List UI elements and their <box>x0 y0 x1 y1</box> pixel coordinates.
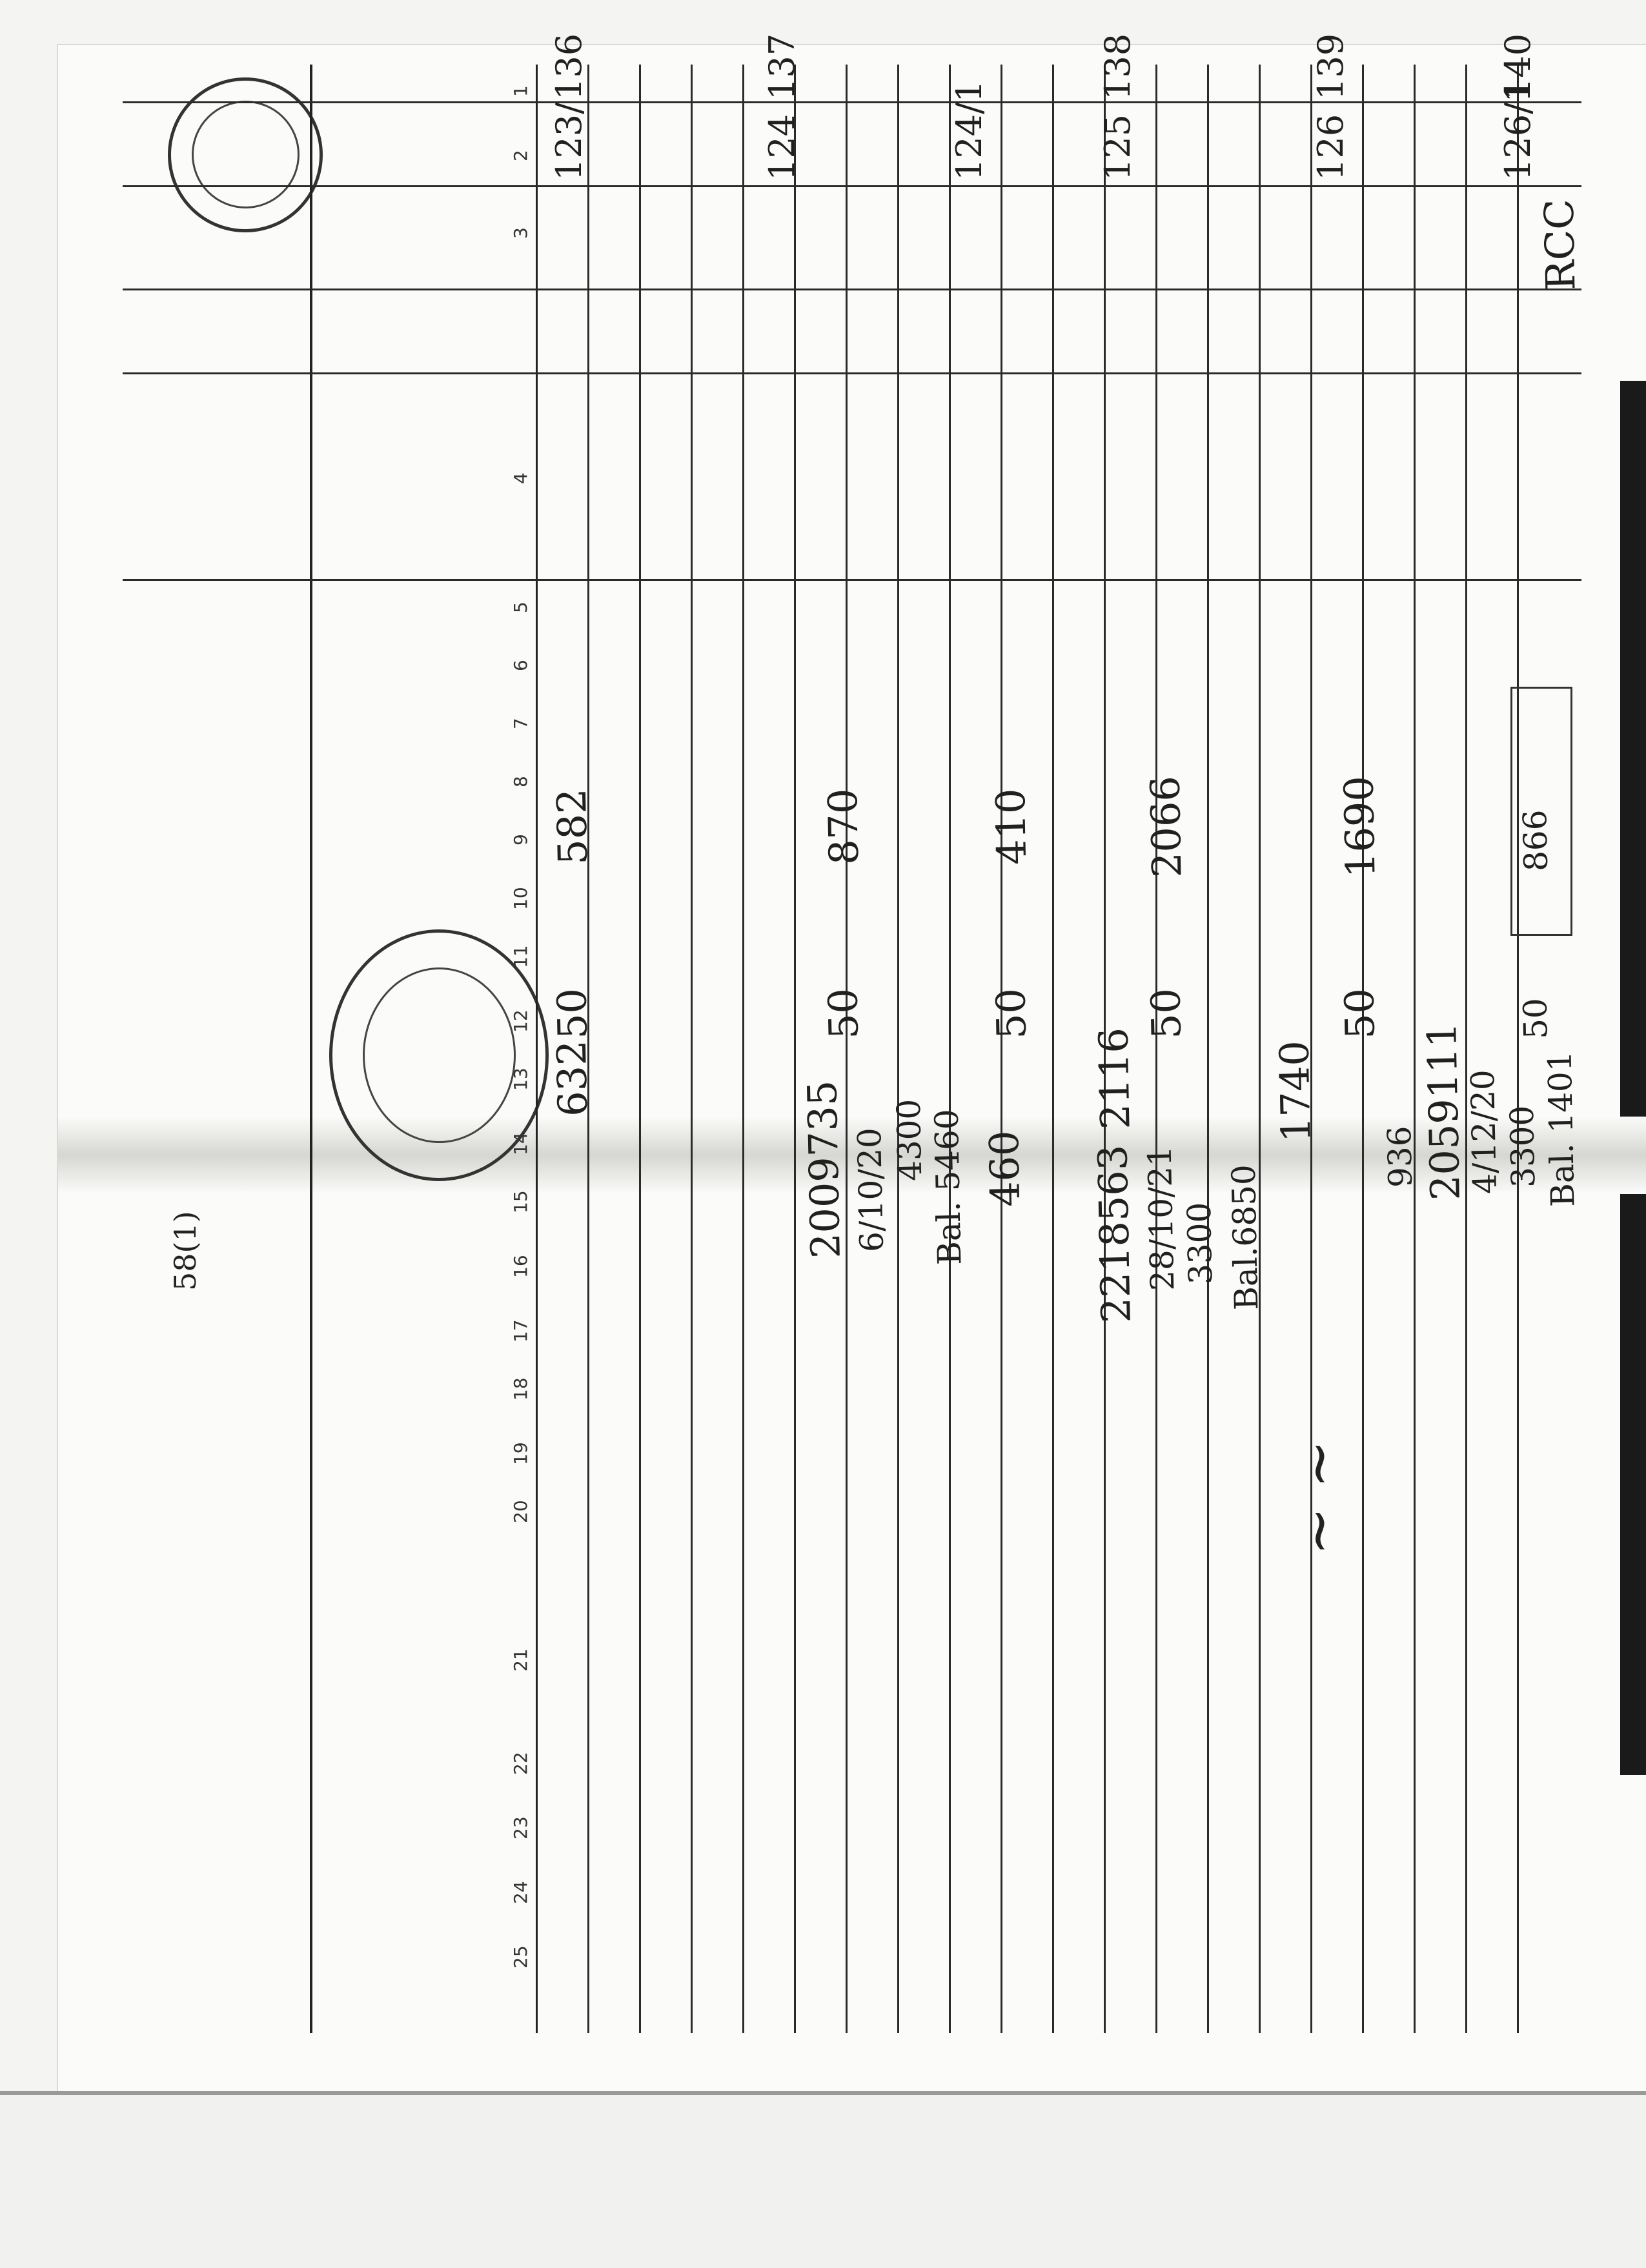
receipt-amount: 4300 <box>889 1099 930 1182</box>
row-survey-no: 124/1 <box>949 80 990 181</box>
col-num-14: 14 <box>510 1132 531 1155</box>
row-value-col9: 410 <box>986 787 1036 866</box>
col-num-2: 2 <box>510 150 531 161</box>
row-line <box>897 65 899 2033</box>
next-page-edge <box>0 2091 1646 2268</box>
rotated-ledger-table <box>123 33 1585 2033</box>
col-num-18: 18 <box>510 1377 531 1401</box>
row-description-3: RCC <box>1535 198 1585 291</box>
row-value-col12: 50 <box>548 987 596 1040</box>
row-value-col13: 632 <box>547 1039 597 1117</box>
row-serial: 137 <box>762 33 802 100</box>
col-num-13: 13 <box>510 1068 531 1091</box>
row-survey-no: 126/1 <box>1498 80 1538 181</box>
bottom-rect-stamp <box>1510 687 1572 936</box>
signature: ~ ~ <box>1285 1439 1352 1555</box>
row-serial: 138 <box>1097 33 1138 100</box>
row-serial: 140 <box>1498 33 1538 100</box>
col-num-7: 7 <box>510 718 531 729</box>
col-num-8: 8 <box>510 776 531 787</box>
receipt-balance: Bal. 5460 <box>928 1108 969 1266</box>
row-line <box>1052 65 1054 2033</box>
row-value-col12: 50 <box>1142 987 1190 1040</box>
row-survey-no: 126 <box>1310 114 1351 181</box>
row-line <box>691 65 693 2033</box>
row-value-col13: 460 <box>980 1129 1030 1208</box>
col-num-4: 4 <box>510 472 531 484</box>
row-serial: 139 <box>1310 33 1351 100</box>
row-line <box>1259 65 1261 2033</box>
row-value-col12: 50 <box>1516 997 1555 1040</box>
col-num-12: 12 <box>510 1009 531 1033</box>
col-num-21: 21 <box>510 1648 531 1672</box>
col-num-15: 15 <box>510 1190 531 1213</box>
receipt-date: 4/12/20 <box>1463 1069 1505 1195</box>
row-value-col9: 2066 <box>1141 775 1191 878</box>
row-line <box>639 65 641 2033</box>
row-line <box>1362 65 1364 2033</box>
col-num-3: 3 <box>510 227 531 239</box>
receipt-balance: Bal. 1401 <box>1541 1050 1582 1208</box>
col-num-25: 25 <box>510 1945 531 1969</box>
col-num-6: 6 <box>510 660 531 671</box>
row-value-col9: 866 <box>1516 809 1555 872</box>
header-top-border <box>310 65 312 2033</box>
row-line <box>1517 65 1519 2033</box>
col-num-10: 10 <box>510 887 531 910</box>
receipt-number-a: 2116 <box>1090 1027 1139 1130</box>
form-number: 58(1) <box>168 1211 203 1291</box>
col-num-24: 24 <box>510 1881 531 1904</box>
row-value-col9: 1690 <box>1335 775 1385 878</box>
col-num-5: 5 <box>510 602 531 613</box>
row-value-col12: 50 <box>987 987 1035 1040</box>
row-survey-no: 125 <box>1097 114 1138 181</box>
col-num-16: 16 <box>510 1255 531 1278</box>
row-line <box>1155 65 1157 2033</box>
receipt-amount: 3300 <box>1180 1202 1220 1285</box>
row-value-col12: 50 <box>1336 987 1384 1040</box>
scan-dark-edge <box>1620 381 1646 1775</box>
col-num-19: 19 <box>510 1442 531 1465</box>
row-serial: 136 <box>549 33 589 100</box>
receipt-date: 6/10/20 <box>850 1127 891 1253</box>
receipt-date: 28/10/21 <box>1141 1145 1182 1291</box>
receipt-amount: 3300 <box>1503 1105 1543 1188</box>
row-survey-no: 124 <box>762 114 802 181</box>
receipt-balance: Bal.6850 <box>1224 1164 1266 1311</box>
row-value-col9: 870 <box>818 787 868 866</box>
col-num-9: 9 <box>510 834 531 845</box>
row-line <box>949 65 951 2033</box>
row-line <box>1207 65 1209 2033</box>
col-num-22: 22 <box>510 1752 531 1775</box>
row-value-col13: 1740 <box>1270 1040 1320 1143</box>
row-survey-no: 123/ <box>549 102 589 181</box>
row-line <box>794 65 796 2033</box>
row-line <box>1001 65 1002 2033</box>
corner-round-stamp <box>168 77 323 232</box>
col-num-23: 23 <box>510 1816 531 1839</box>
row-value-col9: 582 <box>547 787 597 866</box>
col-num-20: 20 <box>510 1500 531 1523</box>
row-line <box>742 65 744 2033</box>
header-bottom-border <box>536 65 538 2033</box>
receipt-number-a: 936 <box>1381 1125 1419 1188</box>
row-line <box>846 65 848 2033</box>
row-line <box>1414 65 1416 2033</box>
col-num-1: 1 <box>510 85 531 97</box>
receipt-number: 2009735 <box>798 1080 849 1259</box>
col-num-17: 17 <box>510 1319 531 1342</box>
row-value-col12: 50 <box>819 987 868 1040</box>
receipt-number-b: 2218563 <box>1089 1144 1140 1324</box>
receipt-number-b: 2059111 <box>1418 1022 1469 1201</box>
col-num-11: 11 <box>510 945 531 968</box>
